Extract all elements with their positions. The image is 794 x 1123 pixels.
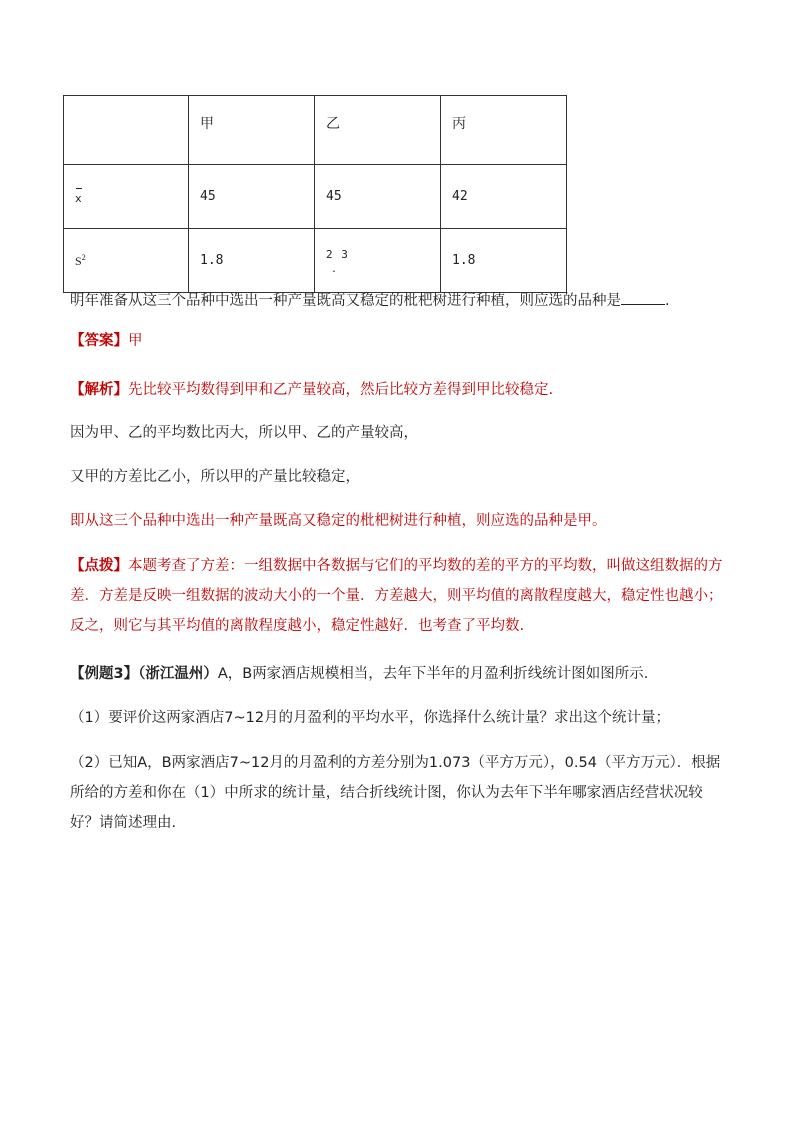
example3-part1: （1）要评价这两家酒店7~12月的月盈利的平均水平，你选择什么统计量？求出这个统计量；	[70, 710, 671, 726]
variance-yi: 2 3 .	[326, 248, 349, 275]
example3-paragraph	[70, 659, 730, 689]
table-row-mean	[64, 165, 567, 229]
answer-paragraph	[70, 326, 730, 356]
question-paragraph	[70, 286, 730, 316]
answer-tag: 【答案】	[70, 333, 128, 349]
comment-text: 本题考查了方差：一组数据中各数据与它们的平均数的差的平方的平均数，叫做这组数据的方差．方差是反映一组数据的波动大小的一个量．方差越大，则平均值的离散程度越大，稳定性也越小；反之，则它与其平均值的离散程度越小，稳定性越好．也考查了平均数.	[70, 558, 723, 634]
table-header-row	[64, 96, 567, 165]
mean-bing: 42	[441, 165, 567, 229]
example3-tag: 【例题3】	[70, 666, 139, 682]
answer-blank	[621, 292, 665, 305]
table-header-bing: 丙	[441, 96, 567, 165]
table-row-variance	[64, 229, 567, 293]
mean-jia: 45	[189, 165, 315, 229]
answer-text: 甲	[128, 333, 143, 349]
mean-label-cell	[64, 165, 189, 229]
analysis-paragraph	[70, 375, 730, 405]
table-header-empty	[64, 96, 189, 165]
variance-bing: 1.8	[441, 229, 567, 293]
analysis-text: 先比较平均数得到甲和乙产量较高，然后比较方差得到甲比较稳定.	[128, 382, 554, 398]
example3-source: （浙江温州）	[138, 666, 218, 682]
table-header-yi: 乙	[315, 96, 441, 165]
data-table	[63, 95, 567, 293]
x-bar-symbol: x	[75, 188, 82, 205]
analysis-line-2: 因为甲、乙的平均数比丙大，所以甲、乙的产量较高，	[70, 425, 418, 441]
variance-label-cell	[64, 229, 189, 293]
variance-jia: 1.8	[189, 229, 315, 293]
example3-part2: （2）已知A，B两家酒店7~12月的月盈利的方差分别为1.073（平方万元），0.54（平方万元）．根据所给的方差和你在（1）中所求的统计量，结合折线统计图，你认为去年下半年哪家酒店经营状况较好？请简述理由.	[70, 755, 721, 831]
variance-yi-cell	[315, 229, 441, 293]
question-end: .	[665, 293, 670, 309]
mean-yi: 45	[315, 165, 441, 229]
example3-text: A，B两家酒店规模相当，去年下半年的月盈利折线统计图如图所示.	[217, 666, 649, 682]
analysis-line-4: 即从这三个品种中选出一种产量既高又稳定的枇杷树进行种植，则应选的品种是甲。	[70, 513, 607, 529]
comment-paragraph	[70, 551, 730, 641]
comment-tag: 【点拨】	[70, 558, 128, 574]
question-text: 明年准备从这三个品种中选出一种产量既高又稳定的枇杷树进行种植，则应选的品种是	[70, 293, 621, 309]
analysis-line-3: 又甲的方差比乙小，所以甲的产量比较稳定，	[70, 469, 360, 485]
s-squared-symbol: $S^2$	[75, 252, 86, 268]
table-header-jia: 甲	[189, 96, 315, 165]
analysis-tag: 【解析】	[70, 382, 128, 398]
